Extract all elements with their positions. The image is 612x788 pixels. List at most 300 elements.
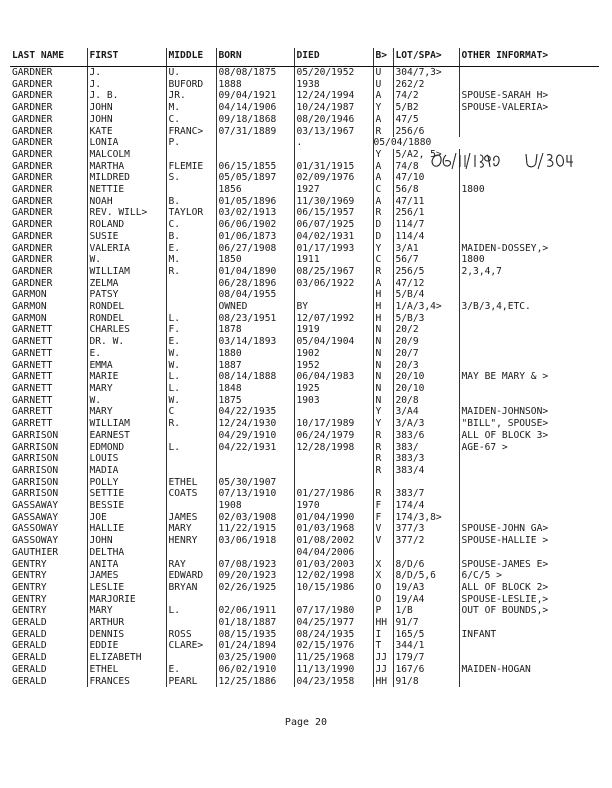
cell-middle-name: L. xyxy=(166,371,216,383)
cell-first-name: E. xyxy=(87,348,166,360)
cell-block: C xyxy=(373,254,393,266)
cell-middle-name: R. xyxy=(166,266,216,278)
cell-born: 06/27/1908 xyxy=(216,243,294,255)
cell-born: 02/03/1908 xyxy=(216,512,294,524)
cell-other-info: SPOUSE-SARAH H> xyxy=(459,90,599,102)
cell-lot-space xyxy=(393,477,459,489)
cell-first-name: DR. W. xyxy=(87,336,166,348)
cell-died: 01/31/1915 xyxy=(294,161,373,173)
cell-first-name: FRANCES xyxy=(87,676,166,688)
cell-born: 1878 xyxy=(216,324,294,336)
cell-block: Y xyxy=(373,243,393,255)
cell-block xyxy=(373,477,393,489)
cell-born: 03/14/1893 xyxy=(216,336,294,348)
cell-lot-space: 19/A4 xyxy=(393,594,459,606)
cell-died: 1903 xyxy=(294,395,373,407)
cell-block: I xyxy=(373,629,393,641)
cell-first-name: WILLIAM xyxy=(87,418,166,430)
col-header-other-info: OTHER INFORMAT> xyxy=(459,48,599,67)
cell-born: 01/04/1890 xyxy=(216,266,294,278)
cell-other-info xyxy=(459,676,599,688)
cell-other-info: SPOUSE-VALERIA> xyxy=(459,102,599,114)
cell-other-info: MAY BE MARY & > xyxy=(459,371,599,383)
cell-died xyxy=(294,477,373,489)
table-row xyxy=(10,313,599,325)
cell-lot-space: 91/8 xyxy=(393,676,459,688)
cell-died: 04/02/1931 xyxy=(294,231,373,243)
cell-other-info: "BILL", SPOUSE> xyxy=(459,418,599,430)
cell-last-name: GARNETT xyxy=(12,371,53,383)
cell-last-name: GARDNER xyxy=(12,172,53,184)
cell-last-name: GARDNER xyxy=(12,67,53,78)
cell-last-name: GERALD xyxy=(12,628,47,640)
cell-other-info xyxy=(459,360,599,372)
cell-middle-name: L. xyxy=(166,313,216,325)
cell-block: JJ xyxy=(373,652,393,664)
cell-other-info: AGE-67 > xyxy=(459,442,599,454)
cell-born: 07/13/1910 xyxy=(216,488,294,500)
table-row xyxy=(10,477,599,489)
handwritten-annotation xyxy=(428,149,578,171)
cell-lot-space: 5/B/4 xyxy=(393,289,459,301)
table-row xyxy=(10,79,599,91)
cell-middle-name: E. xyxy=(166,243,216,255)
cell-other-info xyxy=(459,547,599,559)
cell-first-name: EDDIE xyxy=(87,640,166,652)
cell-last-name: GENTRY xyxy=(12,605,47,617)
cell-last-name: GARMON xyxy=(12,312,47,324)
cell-last-name: GARRISON xyxy=(12,429,59,441)
cell-block: R xyxy=(373,488,393,500)
cell-last-name: GARDNER xyxy=(12,125,53,137)
table-row xyxy=(10,231,599,243)
cell-block: HH xyxy=(373,617,393,629)
cell-block: 05/04/1880 xyxy=(373,137,459,149)
cell-born: 08/23/1951 xyxy=(216,313,294,325)
table-row xyxy=(10,453,599,465)
cell-lot-space: 56/7 xyxy=(393,254,459,266)
cell-other-info xyxy=(459,313,599,325)
cell-died: 05/20/1952 xyxy=(294,67,373,79)
cell-middle-name xyxy=(166,547,216,559)
cell-middle-name: TAYLOR xyxy=(166,207,216,219)
table-row xyxy=(10,605,599,617)
cell-died: 03/13/1967 xyxy=(294,126,373,138)
cell-other-info xyxy=(459,207,599,219)
cell-first-name: JOHN xyxy=(87,102,166,114)
cell-other-info xyxy=(459,278,599,290)
cell-other-info: ALL OF BLOCK 3> xyxy=(459,430,599,442)
cell-born: 1848 xyxy=(216,383,294,395)
cell-middle-name: L. xyxy=(166,605,216,617)
cell-middle-name xyxy=(166,289,216,301)
table-row xyxy=(10,301,599,313)
cell-lot-space: 256/5 xyxy=(393,266,459,278)
cell-block: H xyxy=(373,313,393,325)
cell-lot-space: 262/2 xyxy=(393,79,459,91)
cell-born: 11/22/1915 xyxy=(216,523,294,535)
table-row xyxy=(10,500,599,512)
cell-other-info: MAIDEN-HOGAN xyxy=(459,664,599,676)
cell-other-info: SPOUSE-LESLIE,> xyxy=(459,594,599,606)
cell-first-name: MALCOLM xyxy=(87,149,166,161)
cell-lot-space: 3/A1 xyxy=(393,243,459,255)
cell-lot-space: 74/2 xyxy=(393,90,459,102)
cell-lot-space: 165/5 xyxy=(393,629,459,641)
table-row xyxy=(10,266,599,278)
cell-other-info xyxy=(459,617,599,629)
cell-block: R xyxy=(373,207,393,219)
cell-block: F xyxy=(373,500,393,512)
cell-block: X xyxy=(373,559,393,571)
cell-died: 06/24/1979 xyxy=(294,430,373,442)
cell-last-name: GARMON xyxy=(12,301,47,313)
cell-other-info: 6/C/5 > xyxy=(459,570,599,582)
cell-other-info: OUT OF BOUNDS,> xyxy=(459,605,599,617)
cell-block: C xyxy=(373,184,393,196)
table-row xyxy=(10,196,599,208)
cell-first-name: J. xyxy=(87,67,166,79)
cell-last-name: GENTRY xyxy=(12,581,47,593)
table-row xyxy=(10,254,599,266)
cell-middle-name: W. xyxy=(166,360,216,372)
cell-middle-name xyxy=(166,184,216,196)
cell-middle-name: B. xyxy=(166,231,216,243)
cell-middle-name: C. xyxy=(166,219,216,231)
cell-lot-space: 20/8 xyxy=(393,395,459,407)
cell-block: N xyxy=(373,371,393,383)
cell-first-name: MARY xyxy=(87,383,166,395)
cell-block: R xyxy=(373,465,393,477)
cell-died: 06/07/1925 xyxy=(294,219,373,231)
cell-last-name: GARDNER xyxy=(12,137,53,149)
cell-first-name: W. xyxy=(87,395,166,407)
table-row xyxy=(10,594,599,606)
cell-first-name: BESSIE xyxy=(87,500,166,512)
table-row xyxy=(10,465,599,477)
cell-lot-space: 114/7 xyxy=(393,219,459,231)
cell-last-name: GARNETT xyxy=(12,324,53,336)
cell-middle-name xyxy=(166,652,216,664)
cell-middle-name: M. xyxy=(166,102,216,114)
cell-middle-name: RAY xyxy=(166,559,216,571)
cell-first-name: KATE xyxy=(87,126,166,138)
burial-ledger-table xyxy=(10,48,599,687)
cell-first-name: W. xyxy=(87,254,166,266)
cell-other-info: SPOUSE-HALLIE > xyxy=(459,535,599,547)
cell-last-name: GARRISON xyxy=(12,441,59,453)
table-row xyxy=(10,219,599,231)
cell-other-info xyxy=(459,477,599,489)
cell-middle-name xyxy=(166,594,216,606)
table-row xyxy=(10,406,599,418)
cell-middle-name: JAMES xyxy=(166,512,216,524)
cell-died: 08/20/1946 xyxy=(294,114,373,126)
cell-first-name: VALERIA xyxy=(87,243,166,255)
cell-other-info xyxy=(459,488,599,500)
cell-born: 08/15/1935 xyxy=(216,629,294,641)
cell-died: 01/08/2002 xyxy=(294,535,373,547)
cell-first-name: MADIA xyxy=(87,465,166,477)
cell-other-info: 3/B/3,4,ETC. xyxy=(459,301,599,313)
cell-born: 1856 xyxy=(216,184,294,196)
cell-other-info xyxy=(459,289,599,301)
cell-died: 1902 xyxy=(294,348,373,360)
cell-lot-space: 20/3 xyxy=(393,360,459,372)
cell-last-name: GARNETT xyxy=(12,359,53,371)
cell-lot-space: 383/6 xyxy=(393,430,459,442)
cell-last-name: GARMON xyxy=(12,289,47,301)
cell-died: 12/24/1994 xyxy=(294,90,373,102)
col-header-last-name: LAST NAME xyxy=(10,48,87,67)
cell-first-name: EARNEST xyxy=(87,430,166,442)
cell-died: . xyxy=(294,137,373,149)
cell-lot-space: 3/A4 xyxy=(393,406,459,418)
cell-died: 10/24/1987 xyxy=(294,102,373,114)
cell-born: 03/06/1918 xyxy=(216,535,294,547)
table-row xyxy=(10,652,599,664)
cell-first-name: ARTHUR xyxy=(87,617,166,629)
col-header-middle: MIDDLE xyxy=(166,48,216,67)
cell-other-info: 1800 xyxy=(459,184,599,196)
cell-lot-space: 383/7 xyxy=(393,488,459,500)
cell-last-name: GARRETT xyxy=(12,418,53,430)
cell-lot-space: 47/5 xyxy=(393,114,459,126)
cell-first-name: ETHEL xyxy=(87,664,166,676)
cell-born: 06/28/1896 xyxy=(216,278,294,290)
table-row xyxy=(10,371,599,383)
cell-last-name: GARDNER xyxy=(12,90,53,102)
cell-last-name: GAUTHIER xyxy=(12,546,59,558)
cell-first-name: EMMA xyxy=(87,360,166,372)
cell-block: A xyxy=(373,196,393,208)
cell-born: 06/02/1910 xyxy=(216,664,294,676)
cell-lot-space: 256/1 xyxy=(393,207,459,219)
cell-last-name: GERALD xyxy=(12,652,47,664)
cell-first-name: SUSIE xyxy=(87,231,166,243)
cell-first-name: ZELMA xyxy=(87,278,166,290)
cell-died xyxy=(294,406,373,418)
cell-born xyxy=(216,547,294,559)
cell-lot-space: 344/1 xyxy=(393,640,459,652)
cell-died: 1938 xyxy=(294,79,373,91)
cell-lot-space: 47/11 xyxy=(393,196,459,208)
cell-block: HH xyxy=(373,676,393,688)
table-row xyxy=(10,430,599,442)
cell-born: 06/06/1902 xyxy=(216,219,294,231)
table-row xyxy=(10,102,599,114)
cell-middle-name: BRYAN xyxy=(166,582,216,594)
cell-born: 01/06/1873 xyxy=(216,231,294,243)
cell-lot-space: 56/8 xyxy=(393,184,459,196)
table-row xyxy=(10,324,599,336)
table-row xyxy=(10,184,599,196)
cell-block: U xyxy=(373,67,393,79)
cell-lot-space: 383/3 xyxy=(393,453,459,465)
cell-last-name: GARDNER xyxy=(12,78,53,90)
cell-middle-name: U. xyxy=(166,67,216,79)
cell-born: 04/22/1935 xyxy=(216,406,294,418)
cell-last-name: GASSOWAY xyxy=(12,523,59,535)
cell-died: 10/15/1986 xyxy=(294,582,373,594)
cell-middle-name: FRANC> xyxy=(166,126,216,138)
cell-middle-name xyxy=(166,500,216,512)
cell-last-name: GENTRY xyxy=(12,558,47,570)
cell-last-name: GENTRY xyxy=(12,570,47,582)
table-row xyxy=(10,336,599,348)
cell-died: 01/27/1986 xyxy=(294,488,373,500)
cell-lot-space: 47/12 xyxy=(393,278,459,290)
col-header-died: DIED xyxy=(294,48,373,67)
cell-last-name: GARRISON xyxy=(12,464,59,476)
cell-block: D xyxy=(373,219,393,231)
cell-born: 01/24/1894 xyxy=(216,640,294,652)
cell-first-name: POLLY xyxy=(87,477,166,489)
cell-lot-space: 8/D/5,6 xyxy=(393,570,459,582)
cell-block: O xyxy=(373,594,393,606)
cell-died: 12/07/1992 xyxy=(294,313,373,325)
table-row xyxy=(10,348,599,360)
cell-middle-name: L. xyxy=(166,442,216,454)
cell-other-info xyxy=(459,640,599,652)
cell-born xyxy=(216,453,294,465)
cell-died: 02/15/1976 xyxy=(294,640,373,652)
cell-lot-space: 91/7 xyxy=(393,617,459,629)
cell-died: 12/02/1998 xyxy=(294,570,373,582)
cell-other-info xyxy=(459,79,599,91)
cell-middle-name: C. xyxy=(166,114,216,126)
cell-last-name: GARRETT xyxy=(12,406,53,418)
cell-block xyxy=(373,547,393,559)
cell-other-info: SPOUSE-JAMES E> xyxy=(459,559,599,571)
cell-last-name: GASSAWAY xyxy=(12,511,59,523)
cell-other-info xyxy=(459,231,599,243)
cell-born: 1908 xyxy=(216,500,294,512)
cell-born: 09/20/1923 xyxy=(216,570,294,582)
cell-middle-name: EDWARD xyxy=(166,570,216,582)
cell-first-name: ROLAND xyxy=(87,219,166,231)
table-row xyxy=(10,535,599,547)
cell-middle-name: P. xyxy=(166,137,216,149)
cell-last-name: GARDNER xyxy=(12,230,53,242)
cell-last-name: GARNETT xyxy=(12,347,53,359)
cell-died: 01/03/2003 xyxy=(294,559,373,571)
cell-lot-space: 174/3,8> xyxy=(393,512,459,524)
cell-died: 07/17/1980 xyxy=(294,605,373,617)
cell-last-name: GARDNER xyxy=(12,242,53,254)
cell-last-name: GARDNER xyxy=(12,113,53,125)
cell-other-info xyxy=(459,652,599,664)
cell-block: R xyxy=(373,266,393,278)
cell-block: U xyxy=(373,79,393,91)
cell-died: 01/17/1993 xyxy=(294,243,373,255)
cell-block: JJ xyxy=(373,664,393,676)
cell-born xyxy=(216,594,294,606)
cell-born: 02/06/1911 xyxy=(216,605,294,617)
cell-died: 02/09/1976 xyxy=(294,172,373,184)
cell-first-name: LESLIE xyxy=(87,582,166,594)
cell-lot-space: 8/D/6 xyxy=(393,559,459,571)
cell-middle-name: R. xyxy=(166,418,216,430)
cell-first-name: EDMOND xyxy=(87,442,166,454)
cell-other-info xyxy=(459,383,599,395)
cell-other-info: MAIDEN-DOSSEY,> xyxy=(459,243,599,255)
cell-last-name: GARDNER xyxy=(12,254,53,266)
cell-last-name: GERALD xyxy=(12,640,47,652)
table-row xyxy=(10,418,599,430)
cell-block: N xyxy=(373,395,393,407)
cell-other-info xyxy=(459,453,599,465)
table-row xyxy=(10,67,599,79)
cell-middle-name: C xyxy=(166,406,216,418)
cell-lot-space: 304/7,3> xyxy=(393,67,459,79)
cell-other-info xyxy=(459,172,599,184)
cell-middle-name: JR. xyxy=(166,90,216,102)
cell-died: 03/06/1922 xyxy=(294,278,373,290)
table-row xyxy=(10,559,599,571)
cell-lot-space: 167/6 xyxy=(393,664,459,676)
cell-middle-name xyxy=(166,301,216,313)
cell-block: H xyxy=(373,289,393,301)
cell-lot-space: 179/7 xyxy=(393,652,459,664)
cell-lot-space: 377/2 xyxy=(393,535,459,547)
cell-first-name: CHARLES xyxy=(87,324,166,336)
cell-died: BY xyxy=(294,301,373,313)
cell-other-info xyxy=(459,114,599,126)
cell-lot-space: 5/A2, 5> xyxy=(393,149,459,161)
cell-other-info: MAIDEN-JOHNSON> xyxy=(459,406,599,418)
cell-born: 12/25/1886 xyxy=(216,676,294,688)
cell-last-name: GARNETT xyxy=(12,336,53,348)
cell-born: 06/15/1855 xyxy=(216,161,294,173)
cell-middle-name: COATS xyxy=(166,488,216,500)
cell-other-info xyxy=(459,336,599,348)
cell-middle-name: CLARE> xyxy=(166,640,216,652)
cell-block: Y xyxy=(373,149,393,161)
cell-born: 04/22/1931 xyxy=(216,442,294,454)
cell-other-info: ALL OF BLOCK 2> xyxy=(459,582,599,594)
cell-last-name: GARRISON xyxy=(12,453,59,465)
cell-block: R xyxy=(373,442,393,454)
cell-died: 04/04/2006 xyxy=(294,547,373,559)
cell-born xyxy=(216,137,294,149)
cell-middle-name: W. xyxy=(166,395,216,407)
cell-born: 08/14/1888 xyxy=(216,371,294,383)
cell-last-name: GASSAWAY xyxy=(12,500,59,512)
cell-middle-name: B. xyxy=(166,196,216,208)
cell-died: 1911 xyxy=(294,254,373,266)
cell-died: 11/30/1969 xyxy=(294,196,373,208)
cell-other-info xyxy=(459,219,599,231)
cell-last-name: GENTRY xyxy=(12,593,47,605)
cell-first-name: LOUIS xyxy=(87,453,166,465)
cell-lot-space: 1/A/3,4> xyxy=(393,301,459,313)
table-row xyxy=(10,207,599,219)
cell-died: 1927 xyxy=(294,184,373,196)
cell-born: 02/26/1925 xyxy=(216,582,294,594)
cell-block: V xyxy=(373,535,393,547)
cell-born: 01/05/1896 xyxy=(216,196,294,208)
cell-middle-name: S. xyxy=(166,172,216,184)
cell-died: 1952 xyxy=(294,360,373,372)
cell-last-name: GARDNER xyxy=(12,148,53,160)
cell-first-name: NETTIE xyxy=(87,184,166,196)
cell-born: 1875 xyxy=(216,395,294,407)
cell-other-info: 1800 xyxy=(459,254,599,266)
cell-first-name: ANITA xyxy=(87,559,166,571)
cell-first-name: HALLIE xyxy=(87,523,166,535)
cell-born: 09/18/1868 xyxy=(216,114,294,126)
